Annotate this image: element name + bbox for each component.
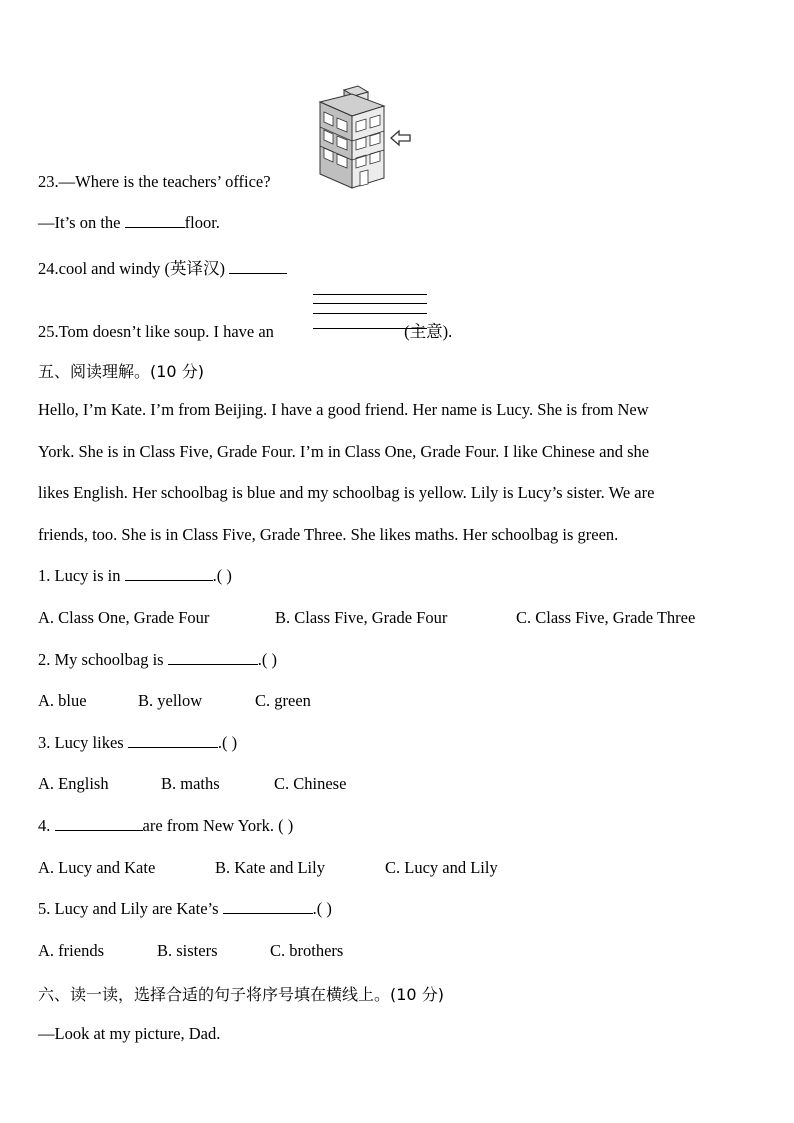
option-a[interactable]: A. blue bbox=[38, 691, 87, 710]
reading-question-4: 4. are from New York. ( ) bbox=[38, 816, 294, 835]
option-b[interactable]: B. Kate and Lily bbox=[215, 858, 325, 877]
question-24: 24.cool and windy (英译汉) bbox=[38, 255, 287, 279]
answer-blank[interactable] bbox=[168, 650, 258, 665]
answer-blank[interactable] bbox=[125, 213, 185, 228]
answer-blank[interactable] bbox=[128, 733, 218, 748]
passage-line: friends, too. She is in Class Five, Grade Three. She likes maths. Her schoolbag is green. bbox=[38, 525, 619, 544]
option-c[interactable]: C. Chinese bbox=[274, 774, 347, 793]
question-23 bbox=[38, 172, 271, 192]
answer-blank[interactable] bbox=[229, 259, 287, 274]
option-a[interactable]: A. friends bbox=[38, 941, 104, 960]
answer-blank[interactable] bbox=[125, 566, 213, 581]
option-a[interactable]: A. Class One, Grade Four bbox=[38, 608, 210, 627]
option-c[interactable]: C. Class Five, Grade Three bbox=[516, 608, 696, 627]
section-6-title: 六、读一读，选择合适的句子将序号填在横线上。(10 分) bbox=[38, 985, 444, 1004]
option-b[interactable]: B. sisters bbox=[157, 941, 218, 960]
option-c[interactable]: C. green bbox=[255, 691, 311, 710]
option-c[interactable]: C. brothers bbox=[270, 941, 344, 960]
reading-question-2: 2. My schoolbag is .( ) bbox=[38, 650, 277, 669]
dialogue-line: —Look at my picture, Dad. bbox=[38, 1024, 221, 1043]
section-5-title: 五、阅读理解。(10 分) bbox=[38, 362, 204, 381]
arrow-left-icon bbox=[389, 128, 413, 148]
reading-question-5: 5. Lucy and Lily are Kate’s .( ) bbox=[38, 899, 332, 918]
option-b[interactable]: B. Class Five, Grade Four bbox=[275, 608, 448, 627]
passage-line: likes English. Her schoolbag is blue and my schoolbag is yellow. Lily is Lucy’s sister. We are bbox=[38, 483, 655, 502]
answer-blank[interactable] bbox=[223, 899, 313, 914]
question-25: 25.Tom doesn’t like soup. I have an (主意). bbox=[38, 322, 453, 341]
passage-line: York. She is in Class Five, Grade Four. I’m in Class One, Grade Four. I like Chinese and she bbox=[38, 442, 650, 461]
reading-question-1: 1. Lucy is in .( ) bbox=[38, 566, 232, 585]
reading-question-3: 3. Lucy likes .( ) bbox=[38, 733, 238, 752]
option-a[interactable]: A. English bbox=[38, 774, 109, 793]
question-23-answer: —It’s on the floor. bbox=[38, 213, 220, 232]
option-a[interactable]: A. Lucy and Kate bbox=[38, 858, 156, 877]
option-b[interactable]: B. maths bbox=[161, 774, 220, 793]
answer-blank[interactable] bbox=[55, 816, 143, 831]
option-b[interactable]: B. yellow bbox=[138, 691, 203, 710]
question-23-text: 23.—Where is the teachers’ office? bbox=[38, 172, 271, 191]
passage-line: Hello, I’m Kate. I’m from Beijing. I have a good friend. Her name is Lucy. She is from New bbox=[38, 400, 649, 419]
option-c[interactable]: C. Lucy and Lily bbox=[385, 858, 498, 877]
